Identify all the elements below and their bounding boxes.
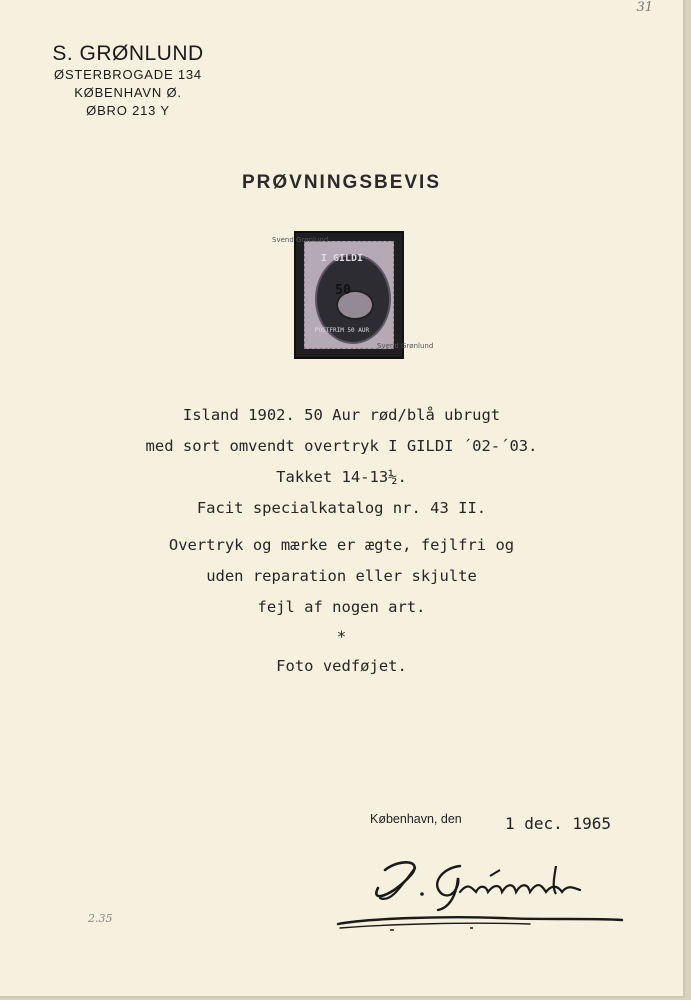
separator-asterisk: *	[336, 627, 347, 646]
address-street: ØSTERBROGADE 134	[54, 67, 202, 82]
handwritten-signature	[330, 848, 630, 938]
statement-line: Overtryk og mærke er ægte, fejlfri og	[168, 536, 515, 554]
body-line: med sort omvendt overtryk I GILDI ´02-´03.	[145, 437, 538, 455]
body-line: Facit specialkatalog nr. 43 II.	[196, 499, 487, 517]
photo-note: Foto vedføjet.	[276, 657, 407, 675]
certificate-body	[0, 400, 683, 682]
place-label: København, den	[370, 812, 462, 826]
document-title: PRØVNINGSBEVIS	[241, 172, 442, 193]
corner-note: 31	[636, 0, 653, 15]
company-name: S. GRØNLUND	[52, 42, 204, 65]
letterhead	[48, 42, 208, 120]
stamp-overprint-text: I GILDI	[320, 253, 364, 264]
body-line: Takket 14-13½.	[276, 468, 407, 486]
phone-number: ØBRO 213 Y	[86, 103, 170, 118]
statement-line: uden reparation eller skjulte	[206, 567, 477, 585]
certificate-date: 1 dec. 1965	[505, 814, 611, 833]
statement-line: fejl af nogen art.	[257, 598, 426, 616]
stamp-signature-top: Svend Grønlund	[272, 236, 329, 244]
stamp-image	[294, 231, 404, 359]
pencil-note: 2.35	[88, 912, 113, 925]
stamp-value: 50	[335, 283, 351, 298]
stamp-photo	[294, 231, 404, 359]
stamp-bottom-text: POSTFRIM 50 AUR	[314, 327, 370, 334]
body-line: Island 1902. 50 Aur rød/blå ubrugt	[182, 406, 501, 424]
address-city: KØBENHAVN Ø.	[74, 85, 182, 100]
stamp-signature-bottom: Svend Grønlund	[377, 342, 434, 350]
